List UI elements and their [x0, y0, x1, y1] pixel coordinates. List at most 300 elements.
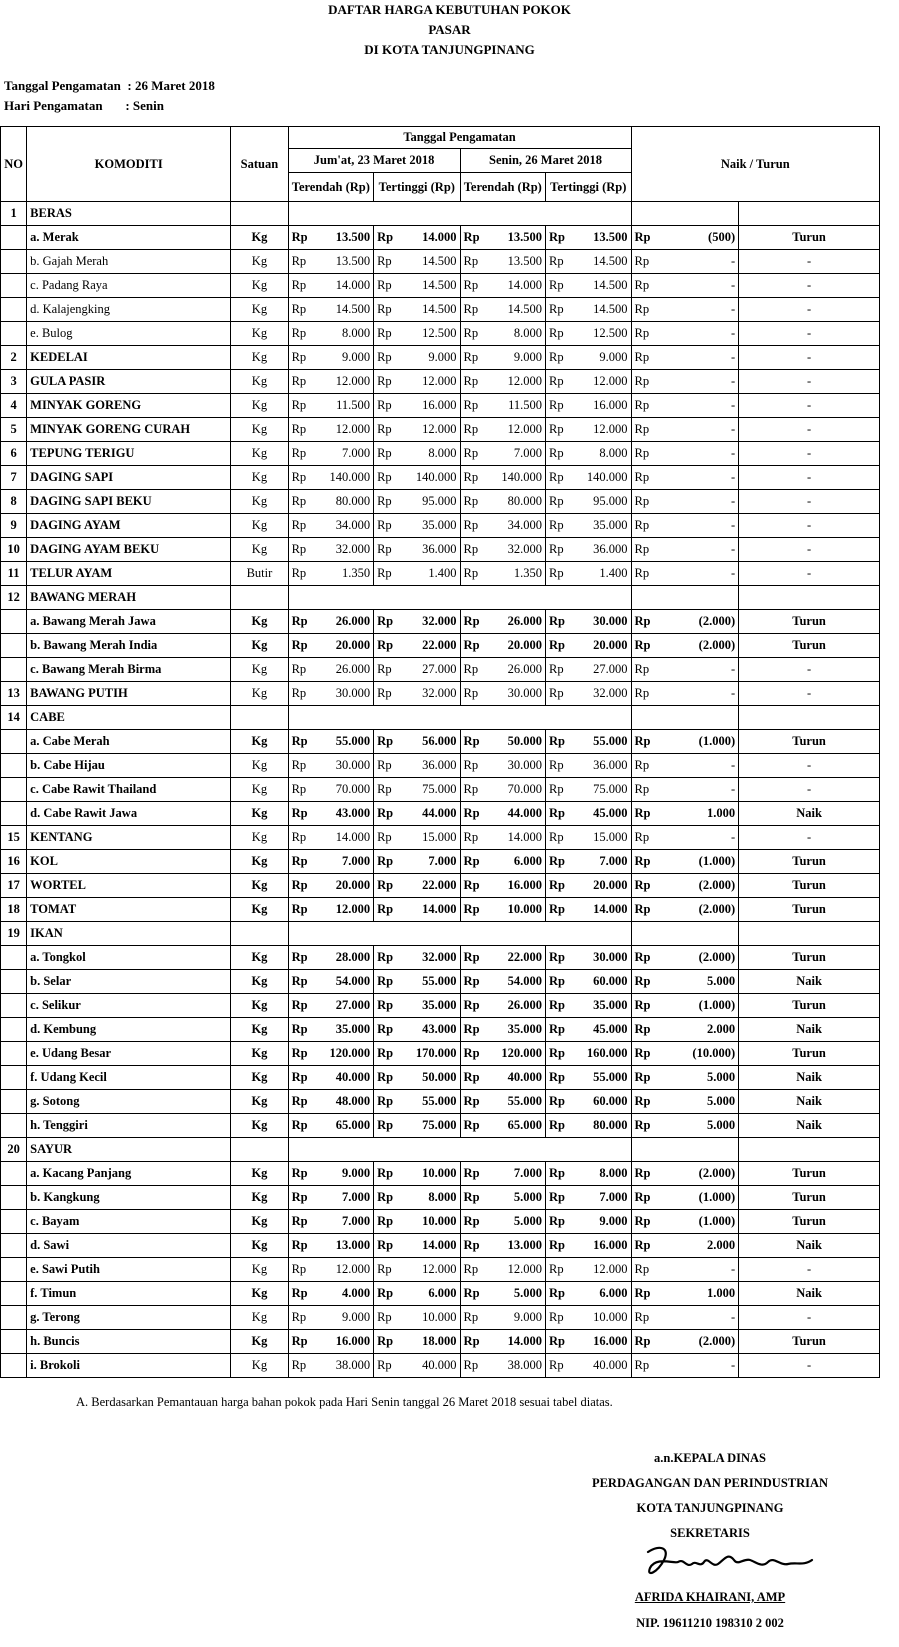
cell-commodity: e. Sawi Putih [27, 1258, 231, 1282]
cell-currency: Rp [546, 370, 574, 394]
cell-diff: - [659, 274, 738, 298]
cell-unit: Kg [231, 1114, 288, 1138]
table-row [1, 346, 880, 370]
cell-commodity: DAGING AYAM [27, 514, 231, 538]
cell-currency: Rp [288, 898, 316, 922]
cell-currency: Rp [631, 274, 659, 298]
cell-status: Turun [739, 898, 880, 922]
cell-price: 44.000 [488, 802, 545, 826]
cell-currency: Rp [546, 250, 574, 274]
cell-currency: Rp [631, 490, 659, 514]
cell-price: 35.000 [402, 994, 460, 1018]
cell-currency: Rp [374, 1186, 402, 1210]
cell-currency: Rp [374, 1066, 402, 1090]
cell-currency: Rp [546, 298, 574, 322]
cell-commodity: c. Bawang Merah Birma [27, 658, 231, 682]
cell-no [1, 1162, 27, 1186]
meta-tanggal [4, 78, 215, 94]
cell-unit: Kg [231, 802, 288, 826]
cell-diff: - [659, 538, 738, 562]
cell-currency: Rp [374, 466, 402, 490]
cell-commodity: KEDELAI [27, 346, 231, 370]
cell-currency: Rp [460, 1042, 488, 1066]
cell-price: 30.000 [488, 754, 545, 778]
cell-price: 70.000 [488, 778, 545, 802]
cell-status: Naik [739, 802, 880, 826]
cell-no: 8 [1, 490, 27, 514]
meta-hari-label: Hari Pengamatan : [4, 98, 130, 113]
cell-unit: Kg [231, 754, 288, 778]
cell-price: 22.000 [402, 874, 460, 898]
cell-unit: Kg [231, 322, 288, 346]
cell-commodity: e. Udang Besar [27, 1042, 231, 1066]
table-row [1, 1186, 880, 1210]
cell-currency: Rp [631, 802, 659, 826]
cell-commodity: b. Gajah Merah [27, 250, 231, 274]
cell-price: 75.000 [402, 1114, 460, 1138]
cell-currency: Rp [288, 634, 316, 658]
cell-diff: (1.000) [659, 994, 738, 1018]
cell-empty [631, 202, 739, 226]
group-row [1, 1138, 880, 1162]
cell-empty [739, 1138, 880, 1162]
cell-no [1, 1090, 27, 1114]
cell-price: 13.500 [488, 250, 545, 274]
title-line-2: PASAR [428, 22, 471, 37]
cell-price: 35.000 [316, 1018, 373, 1042]
cell-price: 13.500 [574, 226, 631, 250]
cell-unit: Kg [231, 538, 288, 562]
cell-currency: Rp [374, 514, 402, 538]
cell-currency: Rp [374, 682, 402, 706]
cell-price: 20.000 [574, 634, 631, 658]
cell-price: 12.000 [316, 370, 373, 394]
cell-currency: Rp [460, 418, 488, 442]
cell-currency: Rp [546, 826, 574, 850]
cell-price: 16.000 [488, 874, 545, 898]
cell-empty [739, 706, 880, 730]
cell-commodity: DAGING SAPI [27, 466, 231, 490]
cell-currency: Rp [288, 994, 316, 1018]
cell-commodity: a. Bawang Merah Jawa [27, 610, 231, 634]
cell-price: 14.000 [574, 898, 631, 922]
cell-status: Naik [739, 1282, 880, 1306]
cell-currency: Rp [460, 514, 488, 538]
cell-price: 6.000 [488, 850, 545, 874]
cell-price: 12.000 [402, 418, 460, 442]
handwritten-signature [640, 1538, 820, 1588]
cell-price: 40.000 [488, 1066, 545, 1090]
cell-currency: Rp [631, 1162, 659, 1186]
cell-commodity: c. Padang Raya [27, 274, 231, 298]
cell-currency: Rp [631, 394, 659, 418]
cell-currency: Rp [460, 394, 488, 418]
table-row [1, 1114, 880, 1138]
cell-currency: Rp [288, 274, 316, 298]
cell-price: 12.000 [316, 1258, 373, 1282]
cell-empty [631, 706, 739, 730]
cell-currency: Rp [631, 1234, 659, 1258]
title-line-1: DAFTAR HARGA KEBUTUHAN POKOK [328, 2, 571, 17]
cell-currency: Rp [460, 730, 488, 754]
cell-price: 27.000 [574, 658, 631, 682]
table-row [1, 322, 880, 346]
table-row [1, 682, 880, 706]
cell-commodity: MINYAK GORENG CURAH [27, 418, 231, 442]
cell-price: 32.000 [402, 682, 460, 706]
cell-price: 7.000 [488, 1162, 545, 1186]
cell-currency: Rp [546, 1114, 574, 1138]
cell-price: 14.500 [488, 298, 545, 322]
cell-price: 95.000 [402, 490, 460, 514]
cell-price: 75.000 [402, 778, 460, 802]
cell-price: 36.000 [402, 538, 460, 562]
cell-status: - [739, 754, 880, 778]
cell-price: 9.000 [316, 1162, 373, 1186]
cell-status: - [739, 322, 880, 346]
table-row [1, 370, 880, 394]
cell-diff: - [659, 514, 738, 538]
cell-currency: Rp [288, 1186, 316, 1210]
cell-empty [288, 586, 631, 610]
cell-price: 32.000 [488, 538, 545, 562]
cell-currency: Rp [631, 466, 659, 490]
cell-empty [288, 202, 631, 226]
cell-currency: Rp [288, 1234, 316, 1258]
cell-commodity: c. Cabe Rawit Thailand [27, 778, 231, 802]
cell-currency: Rp [460, 466, 488, 490]
cell-no [1, 634, 27, 658]
cell-diff: - [659, 826, 738, 850]
cell-currency: Rp [288, 418, 316, 442]
cell-no [1, 250, 27, 274]
cell-currency: Rp [460, 1306, 488, 1330]
cell-currency: Rp [374, 994, 402, 1018]
cell-currency: Rp [374, 490, 402, 514]
cell-currency: Rp [631, 538, 659, 562]
table-row [1, 778, 880, 802]
cell-diff: (2.000) [659, 874, 738, 898]
cell-price: 48.000 [316, 1090, 373, 1114]
cell-currency: Rp [374, 346, 402, 370]
cell-unit: Kg [231, 610, 288, 634]
cell-commodity: c. Selikur [27, 994, 231, 1018]
cell-no: 20 [1, 1138, 27, 1162]
cell-commodity: GULA PASIR [27, 370, 231, 394]
cell-diff: - [659, 778, 738, 802]
cell-unit [231, 706, 288, 730]
cell-no: 9 [1, 514, 27, 538]
cell-no [1, 730, 27, 754]
header-no: NO [1, 127, 27, 202]
cell-status: - [739, 1258, 880, 1282]
cell-currency: Rp [460, 610, 488, 634]
cell-no: 5 [1, 418, 27, 442]
cell-no: 14 [1, 706, 27, 730]
cell-diff: (10.000) [659, 1042, 738, 1066]
cell-unit: Kg [231, 442, 288, 466]
cell-price: 28.000 [316, 946, 373, 970]
cell-currency: Rp [460, 658, 488, 682]
cell-price: 80.000 [574, 1114, 631, 1138]
cell-price: 55.000 [488, 1090, 545, 1114]
cell-currency: Rp [546, 1330, 574, 1354]
cell-no: 15 [1, 826, 27, 850]
table-row [1, 250, 880, 274]
cell-price: 45.000 [574, 1018, 631, 1042]
cell-commodity: CABE [27, 706, 231, 730]
cell-price: 22.000 [488, 946, 545, 970]
cell-price: 35.000 [574, 514, 631, 538]
cell-currency: Rp [546, 730, 574, 754]
cell-price: 70.000 [316, 778, 373, 802]
cell-price: 75.000 [574, 778, 631, 802]
cell-unit: Kg [231, 994, 288, 1018]
cell-commodity: TOMAT [27, 898, 231, 922]
cell-currency: Rp [374, 658, 402, 682]
cell-price: 14.500 [402, 250, 460, 274]
cell-price: 50.000 [488, 730, 545, 754]
cell-currency: Rp [546, 1042, 574, 1066]
cell-currency: Rp [546, 418, 574, 442]
cell-currency: Rp [460, 1114, 488, 1138]
cell-commodity: a. Tongkol [27, 946, 231, 970]
cell-price: 140.000 [402, 466, 460, 490]
cell-no [1, 1282, 27, 1306]
cell-price: 13.000 [316, 1234, 373, 1258]
cell-status: - [739, 1306, 880, 1330]
cell-unit: Kg [231, 394, 288, 418]
cell-currency: Rp [460, 1018, 488, 1042]
cell-status: Turun [739, 610, 880, 634]
cell-price: 20.000 [316, 634, 373, 658]
cell-currency: Rp [288, 970, 316, 994]
table-row [1, 610, 880, 634]
cell-price: 38.000 [488, 1354, 545, 1378]
cell-no [1, 970, 27, 994]
cell-currency: Rp [288, 1354, 316, 1378]
cell-currency: Rp [288, 1018, 316, 1042]
cell-currency: Rp [546, 490, 574, 514]
cell-currency: Rp [631, 994, 659, 1018]
cell-price: 140.000 [574, 466, 631, 490]
cell-commodity: b. Cabe Hijau [27, 754, 231, 778]
cell-price: 8.000 [402, 1186, 460, 1210]
table-row [1, 538, 880, 562]
cell-price: 45.000 [574, 802, 631, 826]
cell-price: 120.000 [488, 1042, 545, 1066]
cell-commodity: i. Brokoli [27, 1354, 231, 1378]
cell-no: 2 [1, 346, 27, 370]
cell-currency: Rp [374, 562, 402, 586]
cell-no [1, 658, 27, 682]
cell-currency: Rp [460, 1258, 488, 1282]
cell-currency: Rp [631, 970, 659, 994]
cell-currency: Rp [374, 778, 402, 802]
cell-currency: Rp [631, 418, 659, 442]
cell-status: Turun [739, 226, 880, 250]
cell-price: 16.000 [574, 394, 631, 418]
cell-no [1, 322, 27, 346]
header-low-2: Terendah (Rp) [460, 173, 545, 202]
cell-price: 55.000 [402, 970, 460, 994]
cell-diff: 2.000 [659, 1234, 738, 1258]
table-row [1, 994, 880, 1018]
cell-currency: Rp [288, 874, 316, 898]
cell-unit [231, 1138, 288, 1162]
cell-currency: Rp [460, 826, 488, 850]
cell-unit: Kg [231, 634, 288, 658]
cell-currency: Rp [374, 946, 402, 970]
cell-currency: Rp [288, 298, 316, 322]
cell-commodity: e. Bulog [27, 322, 231, 346]
cell-currency: Rp [546, 874, 574, 898]
cell-currency: Rp [631, 562, 659, 586]
cell-currency: Rp [631, 322, 659, 346]
cell-unit: Kg [231, 1186, 288, 1210]
cell-diff: (2.000) [659, 1162, 738, 1186]
cell-no: 6 [1, 442, 27, 466]
cell-unit: Kg [231, 1330, 288, 1354]
cell-status: Naik [739, 1090, 880, 1114]
cell-status: - [739, 490, 880, 514]
cell-unit: Kg [231, 1090, 288, 1114]
cell-status: - [739, 274, 880, 298]
cell-price: 7.000 [316, 442, 373, 466]
cell-price: 6.000 [574, 1282, 631, 1306]
cell-no [1, 1354, 27, 1378]
cell-commodity: f. Udang Kecil [27, 1066, 231, 1090]
cell-no: 18 [1, 898, 27, 922]
cell-currency: Rp [631, 1258, 659, 1282]
table-row [1, 1042, 880, 1066]
cell-price: 80.000 [316, 490, 373, 514]
cell-price: 55.000 [316, 730, 373, 754]
cell-price: 14.500 [574, 250, 631, 274]
header-komoditi: KOMODITI [27, 127, 231, 202]
cell-currency: Rp [631, 1114, 659, 1138]
cell-price: 140.000 [488, 466, 545, 490]
cell-unit: Kg [231, 826, 288, 850]
cell-no: 7 [1, 466, 27, 490]
cell-status: - [739, 1354, 880, 1378]
cell-currency: Rp [288, 754, 316, 778]
cell-unit: Kg [231, 850, 288, 874]
cell-price: 26.000 [316, 610, 373, 634]
cell-empty [739, 586, 880, 610]
meta-tanggal-value: 26 Maret 2018 [134, 78, 215, 93]
signature-line-1: a.n.KEPALA DINAS [654, 1451, 766, 1465]
cell-price: 60.000 [574, 1090, 631, 1114]
table-row [1, 1066, 880, 1090]
cell-currency: Rp [288, 514, 316, 538]
cell-no [1, 1042, 27, 1066]
table-row [1, 490, 880, 514]
cell-price: 12.000 [402, 1258, 460, 1282]
cell-commodity: d. Cabe Rawit Jawa [27, 802, 231, 826]
table-row [1, 514, 880, 538]
cell-price: 9.000 [488, 346, 545, 370]
cell-price: 35.000 [488, 1018, 545, 1042]
cell-currency: Rp [631, 1066, 659, 1090]
cell-no [1, 1306, 27, 1330]
cell-price: 9.000 [488, 1306, 545, 1330]
cell-currency: Rp [546, 802, 574, 826]
cell-currency: Rp [631, 370, 659, 394]
cell-price: 12.000 [574, 1258, 631, 1282]
cell-diff: 5.000 [659, 970, 738, 994]
cell-no [1, 946, 27, 970]
cell-currency: Rp [631, 346, 659, 370]
signature-line-3: KOTA TANJUNGPINANG [636, 1501, 784, 1515]
meta-hari [4, 98, 164, 114]
cell-currency: Rp [631, 850, 659, 874]
cell-currency: Rp [374, 1114, 402, 1138]
cell-price: 9.000 [574, 1210, 631, 1234]
cell-commodity: a. Kacang Panjang [27, 1162, 231, 1186]
cell-price: 30.000 [316, 682, 373, 706]
cell-currency: Rp [546, 778, 574, 802]
cell-currency: Rp [460, 1186, 488, 1210]
cell-diff: (2.000) [659, 1330, 738, 1354]
cell-currency: Rp [546, 1258, 574, 1282]
header-change: Naik / Turun [631, 127, 879, 202]
cell-status: Turun [739, 850, 880, 874]
cell-no: 10 [1, 538, 27, 562]
cell-currency: Rp [460, 1066, 488, 1090]
title-line-3: DI KOTA TANJUNGPINANG [364, 42, 535, 57]
cell-currency: Rp [288, 466, 316, 490]
cell-currency: Rp [631, 898, 659, 922]
cell-price: 12.000 [488, 1258, 545, 1282]
cell-unit: Kg [231, 946, 288, 970]
cell-price: 14.000 [488, 826, 545, 850]
cell-no: 11 [1, 562, 27, 586]
table-row [1, 826, 880, 850]
cell-commodity: h. Tenggiri [27, 1114, 231, 1138]
cell-currency: Rp [460, 634, 488, 658]
cell-unit: Kg [231, 226, 288, 250]
cell-unit: Kg [231, 418, 288, 442]
cell-price: 1.350 [488, 562, 545, 586]
cell-unit: Kg [231, 490, 288, 514]
cell-price: 13.500 [316, 226, 373, 250]
cell-currency: Rp [546, 1018, 574, 1042]
cell-status: - [739, 682, 880, 706]
cell-status: Turun [739, 634, 880, 658]
cell-diff: - [659, 490, 738, 514]
cell-empty [739, 922, 880, 946]
cell-price: 26.000 [488, 610, 545, 634]
cell-price: 44.000 [402, 802, 460, 826]
cell-currency: Rp [546, 274, 574, 298]
cell-currency: Rp [631, 778, 659, 802]
cell-price: 14.000 [402, 226, 460, 250]
cell-commodity: WORTEL [27, 874, 231, 898]
cell-status: Turun [739, 1186, 880, 1210]
cell-currency: Rp [374, 730, 402, 754]
cell-currency: Rp [546, 346, 574, 370]
cell-price: 55.000 [574, 1066, 631, 1090]
cell-commodity: TEPUNG TERIGU [27, 442, 231, 466]
cell-currency: Rp [288, 346, 316, 370]
cell-no: 16 [1, 850, 27, 874]
cell-price: 12.000 [316, 898, 373, 922]
cell-price: 10.000 [574, 1306, 631, 1330]
cell-diff: (2.000) [659, 634, 738, 658]
cell-price: 7.000 [316, 1210, 373, 1234]
cell-currency: Rp [288, 1066, 316, 1090]
